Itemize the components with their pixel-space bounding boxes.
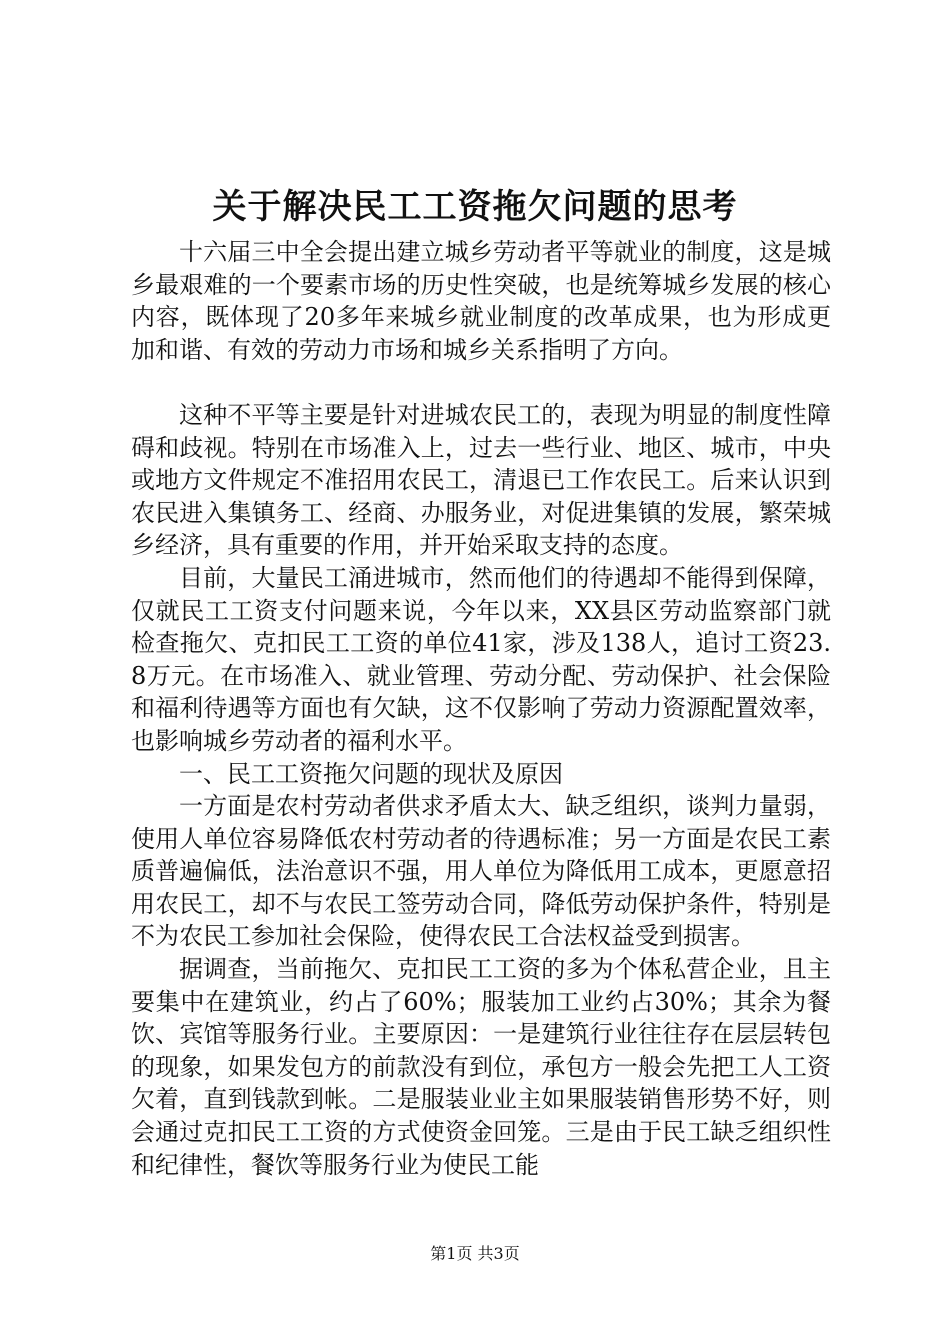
paragraph: 目前，大量民工涌进城市，然而他们的待遇却不能得到保障，仅就民工工资支付问题来说，今年以来，XX县区劳动监察部门就检查拖欠、克扣民工工资的单位41家，涉及138人，追讨工资23.8万元。在市场准入、就业管理、劳动分配、劳动保护、社会保险和福利待遇等方面也有欠缺，这不仅影响了劳动力资源配置效率，也影响城乡劳动者的福利水平。 (131, 563, 831, 755)
paragraph: 一方面是农村劳动者供求矛盾太大、缺乏组织，谈判力量弱，使用人单位容易降低农村劳动者的待遇标准；另一方面是农民工素质普遍偏低，法治意识不强，用人单位为降低用工成本，更愿意招用农民工，却不与农民工签劳动合同，降低劳动保护条件，特别是不为农民工参加社会保险，使得农民工合法权益受到损害。 (131, 792, 831, 951)
paragraph: 这种不平等主要是针对进城农民工的，表现为明显的制度性障碍和歧视。特别在市场准入上，过去一些行业、地区、城市，中央或地方文件规定不准招用农民工，清退已工作农民工。后来认识到农民进入集镇务工、经商、办服务业，对促进集镇的发展，繁荣城乡经济，具有重要的作用，并开始采取支持的态度。 (131, 400, 831, 560)
page-footer: 第1页 共3页 (430, 1244, 520, 1263)
document-body (131, 236, 831, 1181)
paragraph: 据调查，当前拖欠、克扣民工工资的多为个体私营企业，且主要集中在建筑业，约占了60%；服装加工业约占30%；其余为餐饮、宾馆等服务行业。主要原因：一是建筑行业往往存在层层转包的现象，如果发包方的前款没有到位，承包方一般会先把工人工资欠着，直到钱款到帐。二是服装业业主如果服装销售形势不好，则会通过克扣民工工资的方式使资金回笼。三是由于民工缺乏组织性和纪律性，餐饮等服务行业为使民工能 (131, 955, 831, 1179)
paragraph: 十六届三中全会提出建立城乡劳动者平等就业的制度，这是城乡最艰难的一个要素市场的历史性突破，也是统筹城乡发展的核心内容，既体现了20多年来城乡就业制度的改革成果，也为形成更加和谐、有效的劳动力市场和城乡关系指明了方向。 (131, 238, 831, 364)
document-title: 关于解决民工工资拖欠问题的思考 (212, 187, 738, 227)
section-heading: 一、民工工资拖欠问题的现状及原因 (179, 759, 563, 788)
